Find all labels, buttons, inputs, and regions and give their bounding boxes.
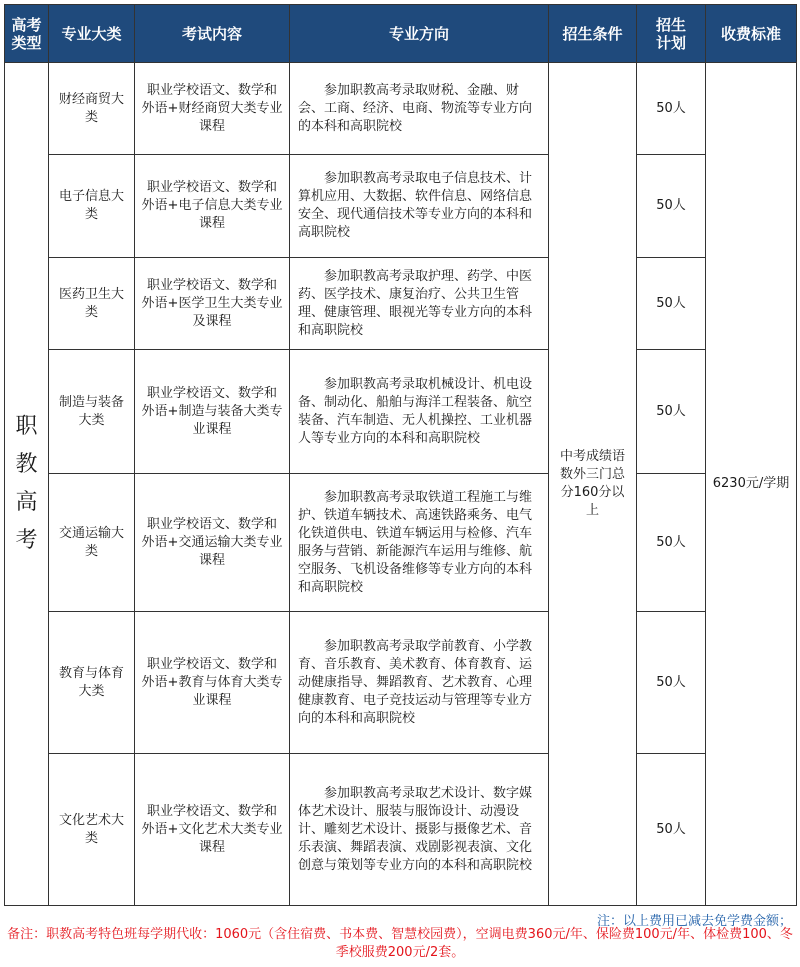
exam-type-label: 职教高考 <box>15 414 38 553</box>
major-cell: 财经商贸大类 <box>49 63 135 155</box>
exam-content-cell: 职业学校语文、数学和外语+医学卫生大类专业及课程 <box>135 258 290 350</box>
header-direction: 专业方向 <box>290 5 549 63</box>
major-cell: 医药卫生大类 <box>49 258 135 350</box>
fee-cell: 6230元/学期 <box>706 63 797 906</box>
remarks-note: 备注：职教高考特色班每学期代收：1060元（含住宿费、书本费、智慧校园费），空调电费360元/年、保险费100元/年、体检费100、冬季校服费200元/2套。 <box>7 927 793 960</box>
exam-content-cell: 职业学校语文、数学和外语+制造与装备大类专业课程 <box>135 350 290 474</box>
exam-content-cell: 职业学校语文、数学和外语+交通运输大类专业课程 <box>135 474 290 612</box>
header-type: 高考类型 <box>5 5 49 63</box>
table-row <box>5 350 797 474</box>
direction-cell: 参加职教高考录取铁道工程施工与维护、铁道车辆技术、高速铁路乘务、电气化铁道供电、铁道车辆运用与检修、汽车服务与营销、新能源汽车运用与维修、航空服务、飞机设备维修等专业方向的本科和高职院校 <box>290 474 549 612</box>
header-fee: 收费标准 <box>706 5 797 63</box>
table-row <box>5 258 797 350</box>
header-exam: 考试内容 <box>135 5 290 63</box>
fee-note: 注：以上费用已减去免学费金额； <box>596 914 792 929</box>
table-header-row <box>5 5 797 63</box>
exam-content-cell: 职业学校语文、数学和外语+教育与体育大类专业课程 <box>135 612 290 754</box>
major-cell: 交通运输大类 <box>49 474 135 612</box>
header-plan: 招生计划 <box>637 5 706 63</box>
major-cell: 电子信息大类 <box>49 155 135 258</box>
condition-cell: 中考成绩语数外三门总分160分以上 <box>549 63 637 906</box>
plan-cell: 50人 <box>637 474 706 612</box>
major-cell: 文化艺术大类 <box>49 754 135 906</box>
table-row <box>5 612 797 754</box>
direction-cell: 参加职教高考录取财税、金融、财会、工商、经济、电商、物流等专业方向的本科和高职院校 <box>290 63 549 155</box>
header-major: 专业大类 <box>49 5 135 63</box>
plan-cell: 50人 <box>637 63 706 155</box>
enrollment-table-wrapper <box>4 4 796 906</box>
major-cell: 教育与体育大类 <box>49 612 135 754</box>
major-cell: 制造与装备大类 <box>49 350 135 474</box>
direction-cell: 参加职教高考录取电子信息技术、计算机应用、大数据、软件信息、网络信息安全、现代通信技术等专业方向的本科和高职院校 <box>290 155 549 258</box>
exam-type-cell <box>5 63 49 906</box>
direction-cell: 参加职教高考录取学前教育、小学教育、音乐教育、美术教育、体育教育、运动健康指导、舞蹈教育、艺术教育、心理健康教育、电子竞技运动与管理等专业方向的本科和高职院校 <box>290 612 549 754</box>
direction-cell: 参加职教高考录取护理、药学、中医药、医学技术、康复治疗、公共卫生管理、健康管理、眼视光等专业方向的本科和高职院校 <box>290 258 549 350</box>
enrollment-table <box>4 4 797 906</box>
direction-cell: 参加职教高考录取艺术设计、数字媒体艺术设计、服装与服饰设计、动漫设计、雕刻艺术设计、摄影与摄像艺术、音乐表演、舞蹈表演、戏剧影视表演、文化创意与策划等专业方向的本科和高职院校 <box>290 754 549 906</box>
table-row <box>5 63 797 155</box>
header-condition: 招生条件 <box>549 5 637 63</box>
plan-cell: 50人 <box>637 350 706 474</box>
direction-cell: 参加职教高考录取机械设计、机电设备、制动化、船舶与海洋工程装备、航空装备、汽车制造、无人机操控、工业机器人等专业方向的本科和高职院校 <box>290 350 549 474</box>
exam-content-cell: 职业学校语文、数学和外语+财经商贸大类专业课程 <box>135 63 290 155</box>
exam-content-cell: 职业学校语文、数学和外语+电子信息大类专业课程 <box>135 155 290 258</box>
table-row <box>5 155 797 258</box>
exam-content-cell: 职业学校语文、数学和外语+文化艺术大类专业课程 <box>135 754 290 906</box>
plan-cell: 50人 <box>637 612 706 754</box>
table-row <box>5 754 797 906</box>
plan-cell: 50人 <box>637 754 706 906</box>
table-row <box>5 474 797 612</box>
plan-cell: 50人 <box>637 155 706 258</box>
plan-cell: 50人 <box>637 258 706 350</box>
